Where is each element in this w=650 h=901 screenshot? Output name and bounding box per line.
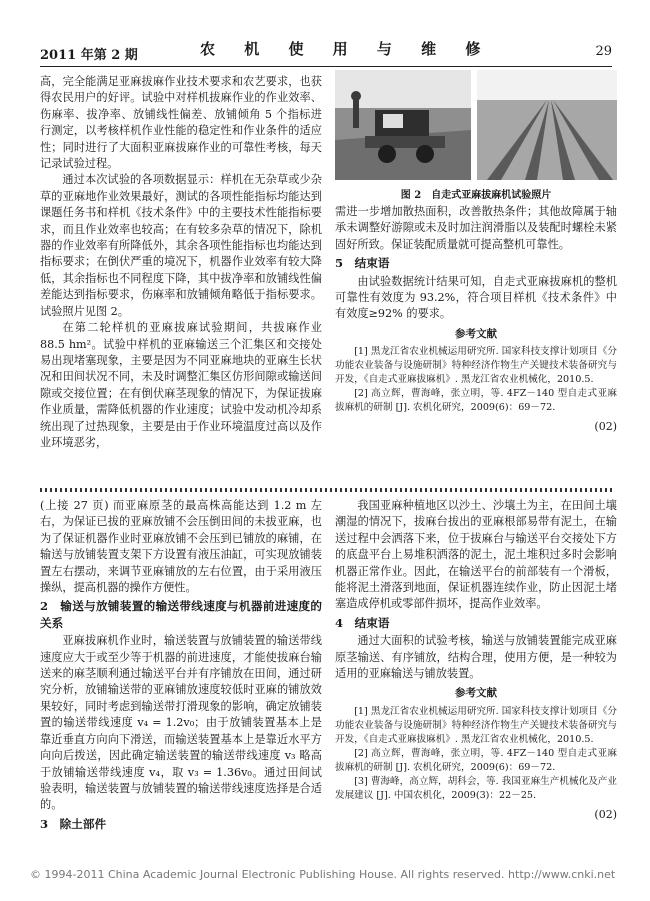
end-tag: (02) xyxy=(594,420,617,434)
paragraph: 亚麻拔麻机作业时，输送装置与放铺装置的输送带线速度应大于或至少等于机器的前进速度，才能使拔麻台输送来的麻茎顺利通过输送平台并有序铺放在田间，通过研究分析，放铺输送带的亚麻铺放速度较低时亚麻的铺放效果较好，同时考虑到输送带打滑现象的影响，确定放铺装置的输送带线速度 v₄ = 1.2v₀；由于放铺装置基本上是靠近垂直方向向下滑送，而输送装置基本上是靠近水平方向向后拨送，因此确定输送装置的输送带线速度 v₃ 略高于放铺输送带线速度 v₄，取 v₃ = 1.36v₀。通过田间试验表明，输送装置与放铺装置的输送带线速度选择是合适的。 xyxy=(40,634,322,812)
references-heading: 参考文献 xyxy=(455,687,497,700)
references-heading: 参考文献 xyxy=(455,327,497,340)
header-rule xyxy=(40,66,612,67)
end-tag: (02) xyxy=(594,807,617,821)
journal-title: 农 机 使 用 与 维 修 xyxy=(200,40,493,58)
cnki-link[interactable]: http://www.cnki.net xyxy=(508,868,616,881)
paragraph: 在第二轮样机的亚麻拔麻试验期间，共拔麻作业 88.5 hm²。试验中样机的亚麻输送三个汇集区和交接处易出现堵塞现象，主要是因为不同亚麻地块的亚麻生长状况和田间状况不同，未及时调整汇集区仿形间隙或输送间隙或交接位置；在有倒伏麻茎现象的情况下，为保证拔麻作业质量，需降低机器的作业速度；试验中发动机冷却系统出现了过热现象，主要是由于作业环境温度过高以及作业环境恶劣， xyxy=(40,321,322,449)
copyright-footer xyxy=(30,868,615,881)
page-header xyxy=(0,30,650,63)
paragraph: (上接 27 页) 而亚麻原茎的最高株高能达到 1.2 m 左右，为保证已拔的亚麻放铺不会压倒田间的未拔亚麻，也为了保证机器作业时亚麻放铺不会压到已铺放的麻铺，在输送与放铺装置支架下方设置有液压油缸，可实现放铺装置左右摆动，来调节亚麻铺放的左右位置，由于采用液压操纵，提高机器的操作方便性。 xyxy=(40,499,322,595)
section-heading: 3 除土部件 xyxy=(40,816,107,831)
figure-2 xyxy=(335,70,617,180)
paragraph: 我国亚麻种植地区以沙土、沙壤土为主，在田间土壤潮湿的情况下，拔麻台拔出的亚麻根部易带有泥土，在输送过程中会洒落下来，位于拔麻台与输送平台交接处下方的底盘平台上易堆积洒落的泥土，泥土堆积过多时会影响机器正常作业。因此，在输送平台的前部装有一个滑板，能将泥土滑落到地面，保证机器连续作业，防止因泥土堵塞造成停机或零部件损坏，提高作业效率。 xyxy=(335,499,617,611)
reference-item: [2] 高立辉，曹海峰，张立明，等. 4FZ－140 型自走式亚麻拔麻机的研制 [J]. 农机化研究，2009(6)：69－72. xyxy=(335,747,617,773)
column-top-right xyxy=(335,204,617,436)
reference-item: [3] 曹海峰，高立辉，胡科会，等. 我国亚麻生产机械化及产业发展建议 [J]. 中国农机化，2009(3)：22－25. xyxy=(335,775,617,801)
paragraph: 需进一步增加散热面积，改善散热条件；其他故障属于轴承未调整好游隙或未及时加注润滑脂以及装配时螺栓未紧固好所致。保证装配质量就可提高整机可靠性。 xyxy=(335,205,617,251)
issue-label: 2011 年第 2 期 xyxy=(40,48,138,63)
section-heading: 5 结束语 xyxy=(335,256,390,271)
reference-item: [2] 高立辉，曹海峰，张立明，等. 4FZ－140 型自走式亚麻拔麻机的研制 [J]. 农机化研究，2009(6)：69－72. xyxy=(335,388,617,414)
paragraph: 通过大面积的试验考核，输送与放铺装置能完成亚麻原茎输送、有序铺放，结构合理，使用方便，是一种较为适用的亚麻输送与铺放装置。 xyxy=(335,634,617,681)
column-top-left xyxy=(40,74,322,451)
field-rows-photo-icon xyxy=(477,70,617,180)
section-heading: 2 输送与放铺装置的输送带线速度与机器前进速度的关系 xyxy=(40,599,322,630)
column-bottom-left xyxy=(40,498,322,834)
harvester-photo-icon xyxy=(335,70,471,180)
page-number: 29 xyxy=(595,44,612,59)
section-divider xyxy=(40,488,612,492)
reference-item: [1] 黑龙江省农业机械运用研究所. 国家科技支撑计划项目《分功能农业装备与设施研制》特种经济作物生产关键技术装备研究与开发，《自走式亚麻拔麻机》. 黑龙江省农业机械化，2010.5. xyxy=(335,705,617,745)
figure-caption: 图 2 自走式亚麻拔麻机试验照片 xyxy=(400,190,552,201)
column-bottom-right xyxy=(335,498,617,823)
paragraph: 由试验数据统计结果可知，自走式亚麻拔麻机的整机可靠性有效度为 93.2%，符合项目样机《技术条件》中有效度≥92% 的要求。 xyxy=(335,274,617,321)
reference-item: [1] 黑龙江省农业机械运用研究所. 国家科技支撑计划项目《分功能农业装备与设施研制》特种经济作物生产关键技术装备研究与开发，《自走式亚麻拔麻机》. 黑龙江省农业机械化，2010.5. xyxy=(335,346,617,386)
paragraph: 高，完全能满足亚麻拔麻作业技术要求和农艺要求，也获得农民用户的好评。试验中对样机拔麻作业的作业效率、伤麻率、拔净率、放铺线性偏差、放铺倾角 5 个指标进行测定，以考核样机作业性能的稳定性和作业条件的适应性；同时进行了大面积亚麻拔麻作业的可靠性考核，每天记录试验过程。 xyxy=(40,75,322,171)
copyright-text: © 1994-2011 China Academic Journal Electronic Publishing House. All rights reserved. xyxy=(30,868,505,881)
section-heading: 4 结束语 xyxy=(335,615,390,630)
paragraph: 通过本次试验的各项数据显示：样机在无杂草或少杂草的亚麻地作业效果最好，测试的各项性能指标均能达到课题任务书和样机《技术条件》中的主要技术性能指标要求，而且作业效率也较高；在有较多杂草的情况下，除机器的作业效率有所降低外，其余各项性能指标也均能达到指标要求；在倒伏严重的境况下，机器作业效率有较大降低，其余指标也不同程度下降，其中拔净率和放铺线性偏差能达到指标要求，伤麻率和放铺倾角略低于指标要求。试验照片见图 2。 xyxy=(40,173,322,318)
